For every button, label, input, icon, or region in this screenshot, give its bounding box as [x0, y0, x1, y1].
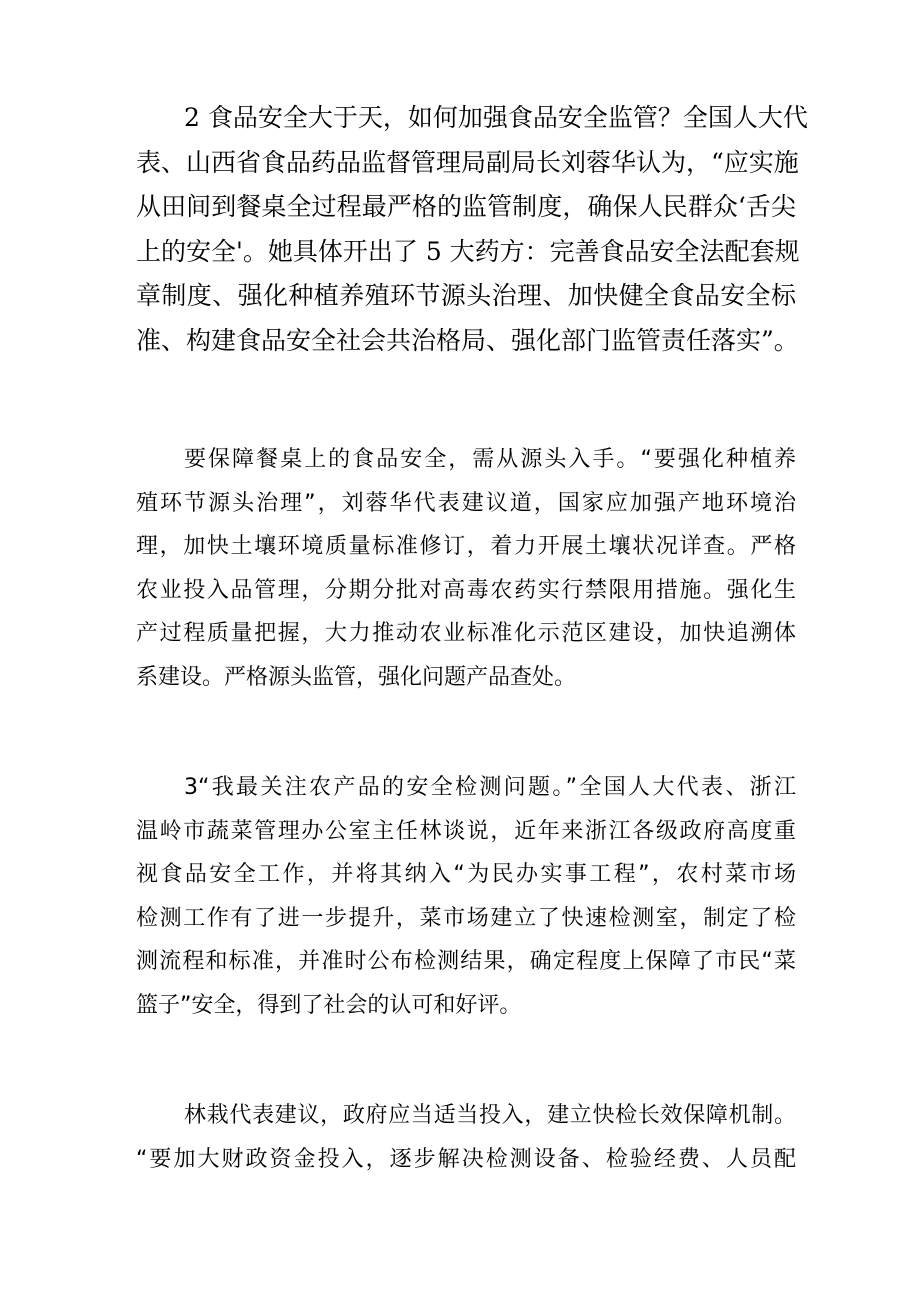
paragraph-line: “要加大财政资金投入，逐步解决检测设备、检验经费、人员配	[136, 1146, 796, 1172]
paragraph-line: 准、构建食品安全社会共治格局、强化部门监管责任落实”。	[136, 325, 799, 355]
paragraph-line: 视食品安全工作，并将其纳入“为民办实事工程”，农村菜市场	[136, 862, 796, 887]
paragraph-line: 上的安全'。她具体开出了 5 大药方：完善食品安全法配套规	[136, 236, 800, 266]
paragraph-funding-suggestion	[136, 1094, 796, 1181]
paragraph-line: 2 食品安全大于天，如何加强食品安全监管？全国人大代	[184, 103, 808, 132]
paragraph-testing-issues	[136, 766, 796, 1027]
paragraph-line: 殖环节源头治理”，刘蓉华代表建议道，国家应加强产地环境治	[136, 490, 796, 516]
paragraph-line: 表、山西省食品药品监督管理局副局长刘蓉华认为，“应实施	[136, 147, 799, 177]
paragraph-line: 农业投入品管理，分期分批对高毒农药实行禁限用措施。强化生	[136, 577, 796, 603]
paragraph-line: 温岭市蔬菜管理办公室主任林谈说，近年来浙江各级政府高度重	[136, 818, 796, 844]
paragraph-line: 篮子”安全，得到了社会的认可和好评。	[136, 992, 522, 1018]
paragraph-line: 3“我最关注农产品的安全检测问题。”全国人大代表、浙江	[184, 775, 796, 800]
paragraph-line: 从田间到餐桌全过程最严格的监管制度，确保人民群众‘舌尖	[136, 192, 796, 221]
paragraph-line: 章制度、强化种植养殖环节源头治理、加快健全食品安全标	[136, 281, 796, 310]
paragraph-food-safety-supervision	[136, 96, 808, 363]
paragraph-line: 检测工作有了进一步提升，菜市场建立了快速检测室，制定了检	[136, 905, 796, 931]
paragraph-source-governance	[136, 438, 796, 699]
paragraph-line: 系建设。严格源头监管，强化问题产品查处。	[136, 664, 577, 690]
paragraph-line: 林栽代表建议，政府应当适当投入，建立快检长效保障机制。	[184, 1103, 796, 1128]
paragraph-line: 要保障餐桌上的食品安全，需从源头入手。“要强化种植养	[184, 447, 796, 472]
paragraph-line: 产过程质量把握，大力推动农业标准化示范区建设，加快追溯体	[136, 621, 796, 646]
paragraph-line: 理，加快土壤环境质量标准修订，着力开展土壤状况详查。严格	[136, 534, 796, 559]
paragraph-line: 测流程和标准，并准时公布检测结果，确定程度上保障了市民“菜	[136, 949, 796, 974]
